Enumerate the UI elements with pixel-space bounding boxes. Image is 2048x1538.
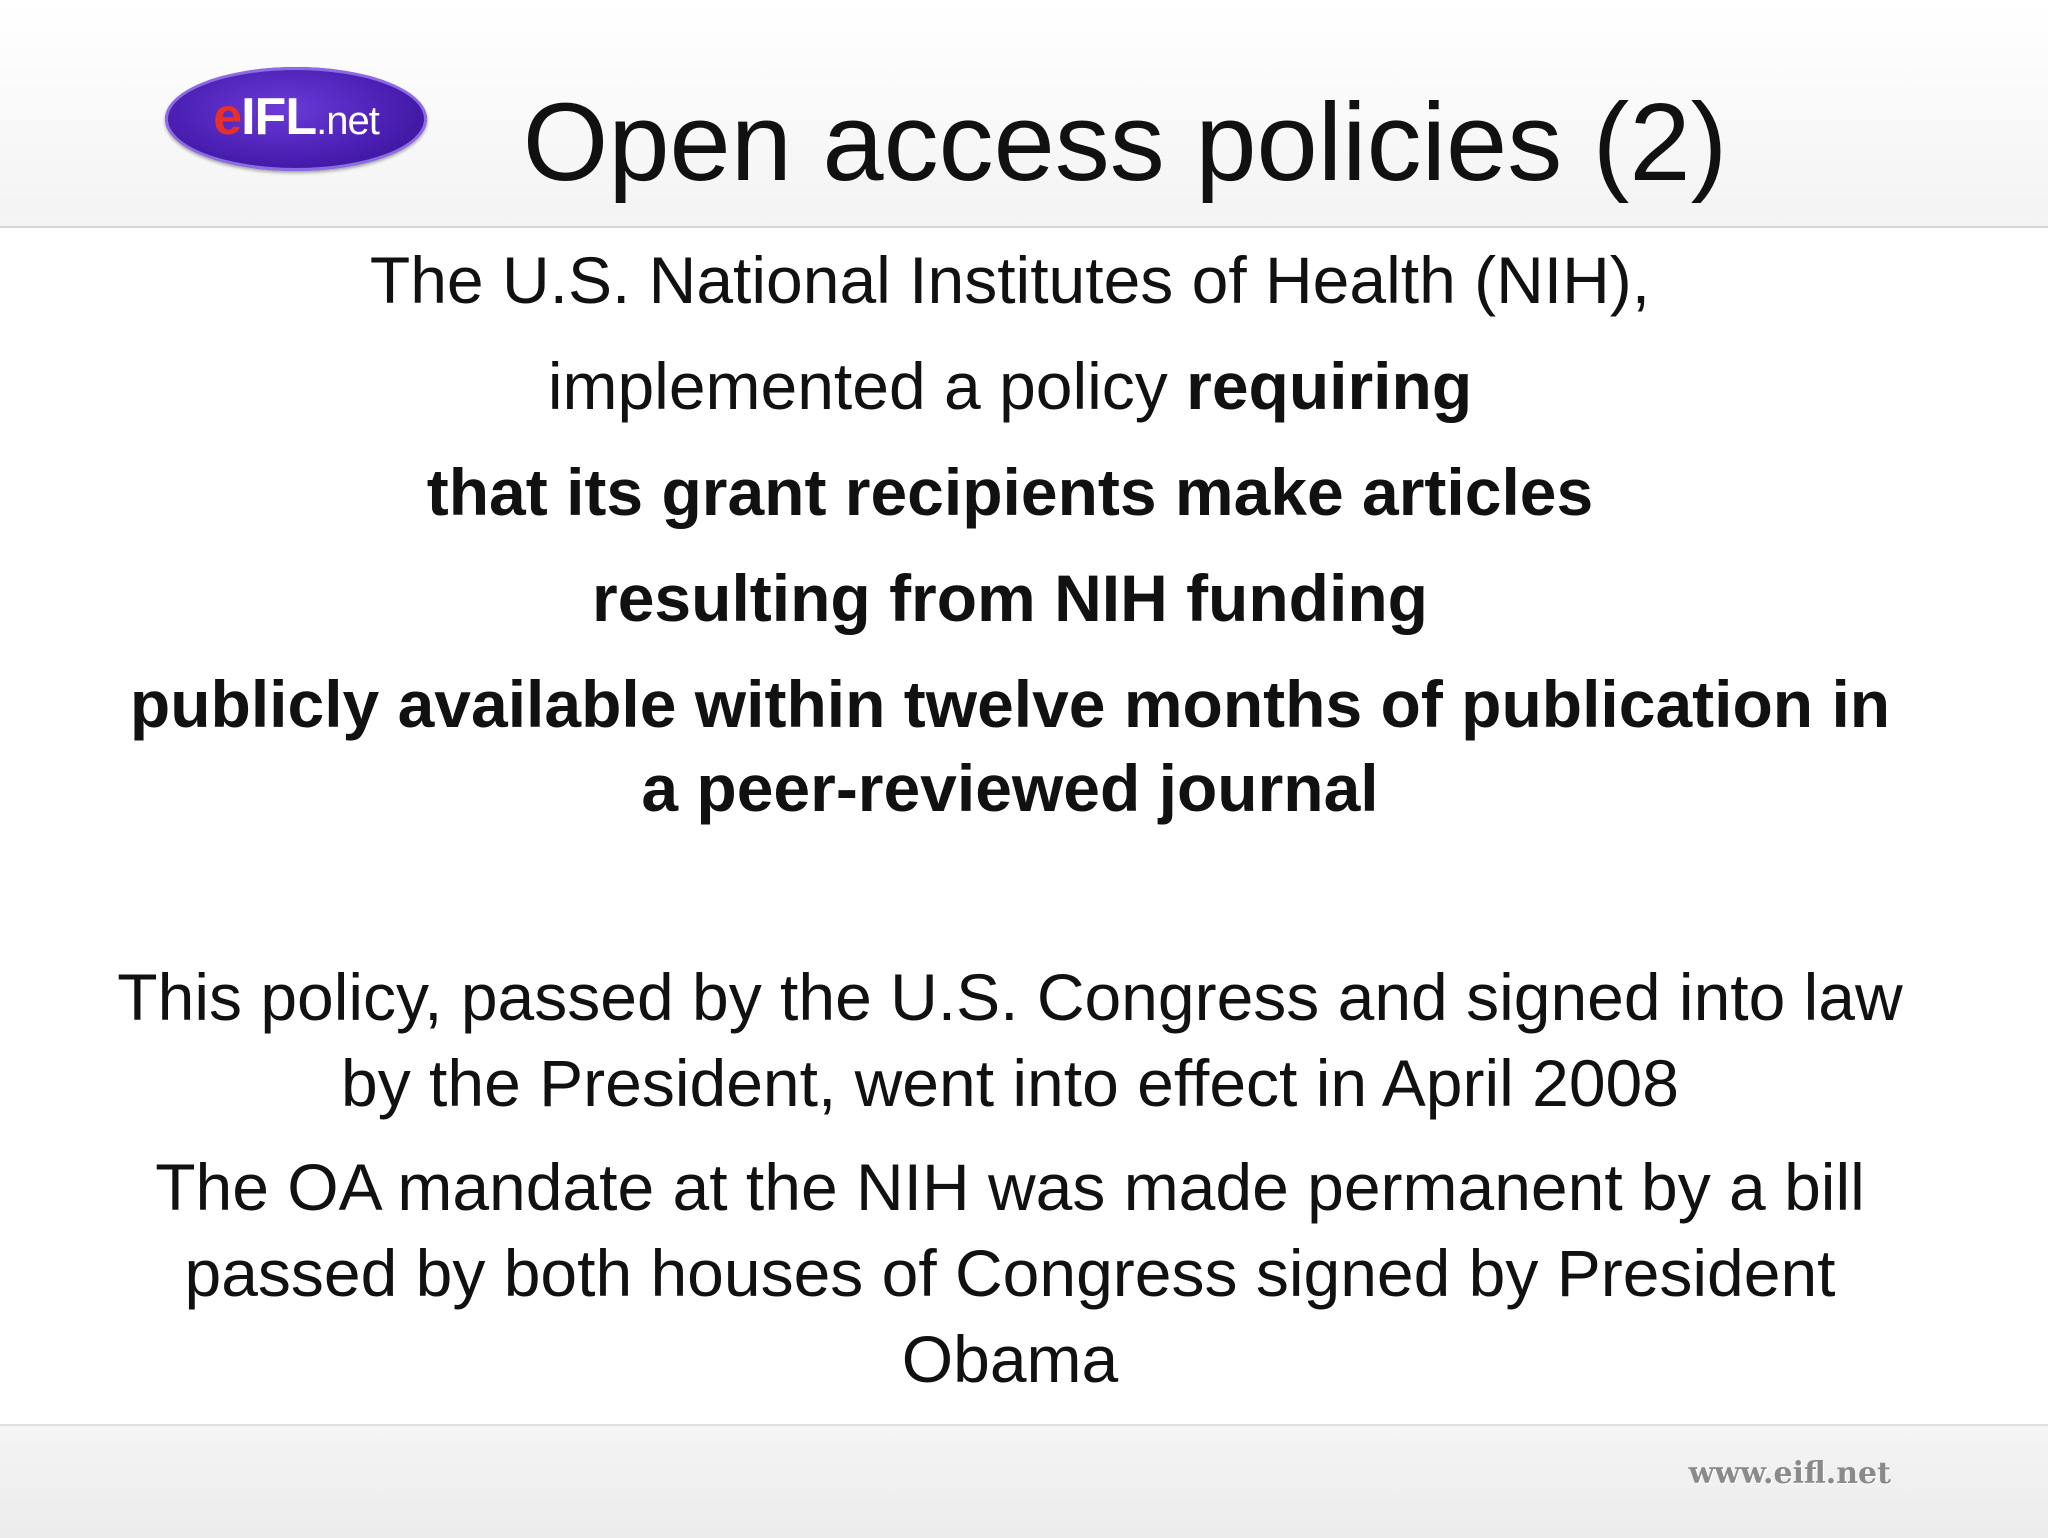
eifl-logo	[165, 67, 427, 171]
header-divider	[0, 226, 2048, 228]
body-line-1: The U.S. National Institutes of Health (NIH),	[369, 243, 1651, 317]
body-line-2-emphasis: requiring	[1186, 349, 1473, 423]
body-line-3: that its grant recipients make articles	[426, 455, 1594, 529]
body-paragraph-mandate: The OA mandate at the NIH was made permanent by a bill passed by both houses of Congress signed by President Obama	[155, 1150, 1865, 1396]
logo-letters-ifl: IFL	[241, 88, 317, 146]
slide-title: Open access policies (2)	[522, 81, 1728, 204]
paragraph-spacer	[110, 830, 1910, 954]
body-line-5: publicly available within twelve months of publication in a peer-reviewed journal	[129, 667, 1891, 825]
footer-url: www.eifl.net	[1688, 1456, 1891, 1491]
body-line-4: resulting from NIH funding	[592, 561, 1428, 635]
slide-body	[110, 238, 1910, 1402]
body-paragraph-policy: This policy, passed by the U.S. Congress and signed into law by the President, went into effect in April 2008	[117, 960, 1903, 1120]
body-line-2	[110, 344, 1910, 428]
logo-wordmark	[213, 88, 379, 146]
body-line-2-text: implemented a policy	[547, 349, 1187, 423]
logo-letter-e: e	[213, 88, 242, 146]
logo-suffix-net: .net	[316, 99, 379, 143]
